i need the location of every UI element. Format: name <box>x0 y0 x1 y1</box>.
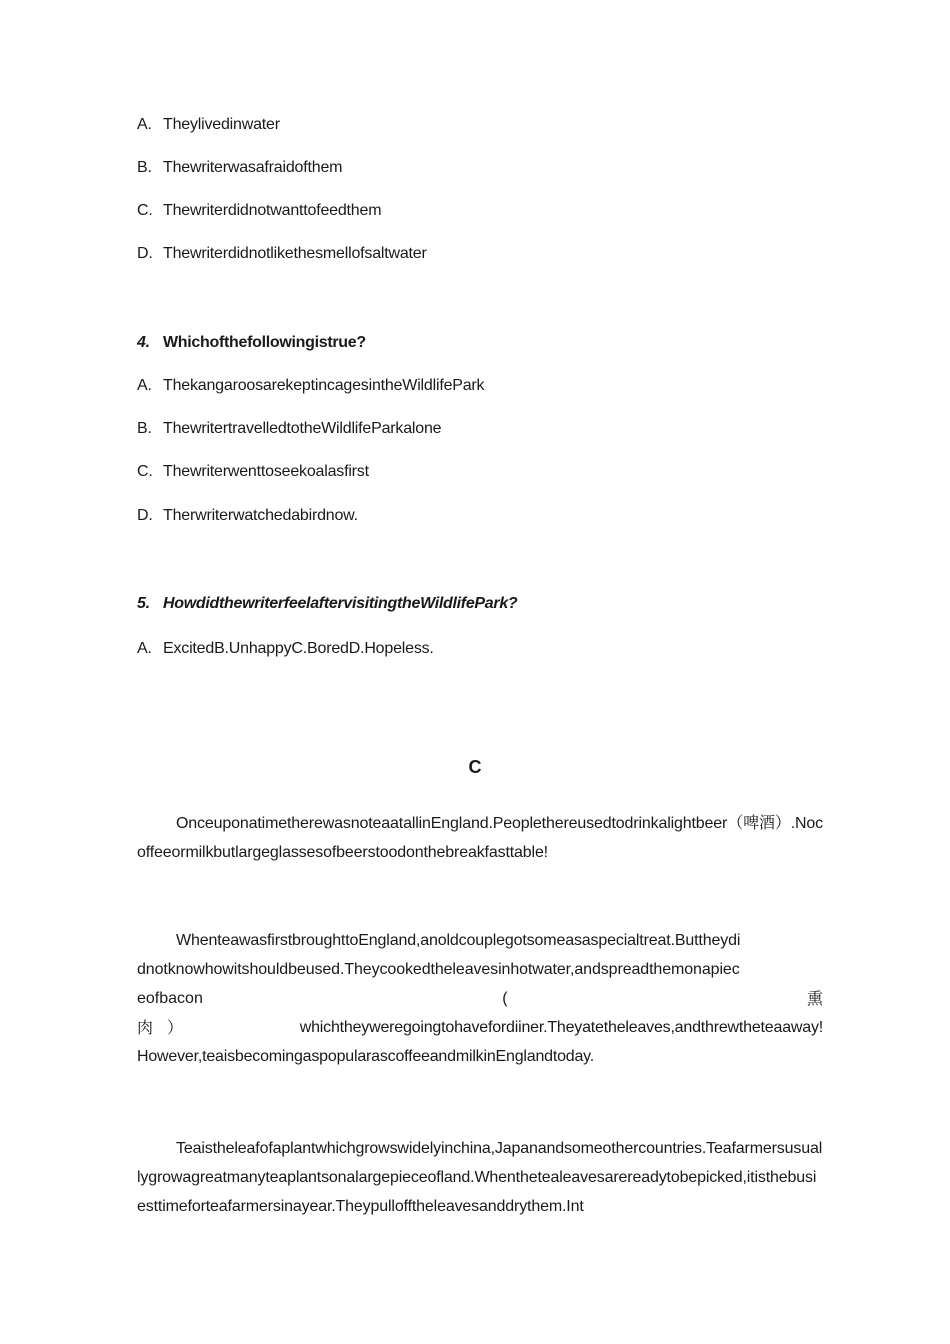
option-label: C. <box>137 202 153 219</box>
option-label: D. <box>137 507 153 524</box>
option-label: B. <box>137 420 152 437</box>
q3-option-c[interactable] <box>137 201 381 221</box>
q4-option-c[interactable] <box>137 462 369 482</box>
option-text: Thewriterdidnotlikethesmellofsaltwater <box>163 245 427 262</box>
q3-option-a[interactable] <box>137 115 280 135</box>
option-text: ThewritertravelledtotheWildlifeParkalone <box>163 420 442 437</box>
q3-option-b[interactable] <box>137 158 342 178</box>
paragraph-1-text: OnceuponatimetherewasnoteaatallinEngland.Peoplethereusedtodrinkalightbeer（啤酒）.Nocoffeeormilkbutlargeglassesofbeerstoodonthebreakfasttable! <box>137 815 823 861</box>
question-5 <box>137 594 517 614</box>
option-text: Thewriterwasafraidofthem <box>163 159 343 176</box>
option-text: ThekangaroosarekeptincagesintheWildlifePark <box>163 377 485 394</box>
paragraph-3 <box>137 1134 823 1221</box>
paragraph-2-line-3: eofbacon ( 熏 <box>137 989 823 1008</box>
option-label: A. <box>137 116 152 133</box>
option-label: B. <box>137 159 152 176</box>
option-label: D. <box>137 245 153 262</box>
paragraph-3-text: Teaistheleafofaplantwhichgrowswidelyinchina,Japanandsomeothercountries.Teafarmersusuallygrowagreatmanyteaplantsonalargepieceofland.Whenthetealeavesarereadytobepicked,itisthebusiesttimeforteafarmersinayear.Theypullofftheleavesanddrythem.Int <box>137 1140 823 1215</box>
q3-option-d[interactable] <box>137 244 427 264</box>
option-text: Thewriterdidnotwanttofeedthem <box>163 202 382 219</box>
paragraph-2-line-2: dnotknowhowitshouldbeused.Theycookedtheleavesinhotwater,andspreadthemonapiec <box>137 961 740 978</box>
paragraph-2-line-1: WhenteawasfirstbroughttoEngland,anoldcouplegotsomeasaspecialtreat.Buttheydi <box>176 932 741 949</box>
paragraph-2-line-4: 肉 ） whichtheyweregoingtohavefordiiner.Theyatetheleaves,andthrewtheteaaway! <box>137 1018 823 1037</box>
section-title: C <box>468 757 482 777</box>
paragraph-2-line-5: However,teaisbecomingaspopularascoffeeandmilkinEnglandtoday. <box>137 1048 595 1065</box>
option-label: A. <box>137 640 152 657</box>
option-text: Therwriterwatchedabirdnow. <box>163 507 358 524</box>
q4-option-a[interactable] <box>137 376 484 396</box>
option-text: Theylivedinwater <box>163 116 280 133</box>
question-text: Whichofthefollowingistrue? <box>163 334 366 351</box>
q5-options[interactable] <box>137 639 434 659</box>
option-text: Thewriterwenttoseekoalasfirst <box>163 463 369 480</box>
paragraph-1 <box>137 809 823 867</box>
option-label: A. <box>137 377 152 394</box>
question-4 <box>137 333 366 353</box>
question-number: 4. <box>137 334 150 351</box>
q4-option-b[interactable] <box>137 419 441 439</box>
option-label: C. <box>137 463 153 480</box>
option-text: ExcitedB.UnhappyC.BoredD.Hopeless. <box>163 640 434 657</box>
question-text: HowdidthewriterfeelaftervisitingtheWildlifePark? <box>163 595 518 612</box>
q4-option-d[interactable] <box>137 506 358 526</box>
question-number: 5. <box>137 595 150 612</box>
